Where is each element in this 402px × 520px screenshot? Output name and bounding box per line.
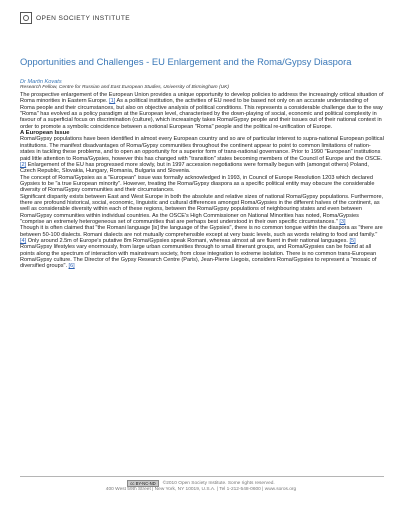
paragraph-text: Significant disparity exists between East and West Europe in both the absolute and relative sizes of national Roma/Gypsy populations. Furthermore, there are profound historical, social, economic, linguistic and cultural differences amongst Roma/Gypsies in the different halves of the continent, as well as considerable diversity within each of these regions, between the Roma/Gypsy populations of neighbouring states and even between Roma/Gypsy communities within individual countries. As the OSCE's High Commissioner on National Minorities has noted, Roma/Gypsies "comprise an extremely heterogeneous set of communities that are perhaps best understood in their own specific circumstances."	[20, 193, 384, 225]
paragraph	[20, 225, 384, 269]
footnote-link[interactable]: [3]	[339, 218, 346, 225]
footer-license	[0, 480, 402, 487]
paragraph-text: Though it is often claimed that "the Romani language [is] the language of the Gypsies", there is no common tongue within the diaspora as "there are between 50-100 dialects. Romani dialects are not mutually comprehensible except at very basic levels, such as words relating to food and family."	[20, 225, 383, 238]
org-name: OPEN SOCIETY INSTITUTE	[36, 14, 131, 22]
paragraph-text: Roma/Gypsy populations have been identified in almost every European country and so are of particular interest to supra-national European political institutions. The manifest disadvantages of Roma/Gypsy communities throughout the continent appear to point to common limitations of nation-states in tackling these problems, and to open an opportunity for a superior form of trans-national governance. Prior to 1990 "European" institutions paid little attention to Roma/Gypsies, however this has changed with "transition" states becoming members of the Council of Europe and the OSCE.	[20, 136, 384, 162]
footer-divider	[20, 476, 384, 477]
footer-address: 400 West 59th Street | New York, NY 10019, U.S.A. | Tel 1-212-548-0600 | www.soros.org	[105, 487, 297, 492]
paragraph-text: The prospective enlargement of the European Union provides a unique opportunity to develop policies to address the increasingly critical situation of Roma minorities in Eastern Europe.	[20, 92, 384, 105]
paragraph	[20, 194, 384, 226]
footnote-link[interactable]: [6]	[68, 263, 75, 270]
author-affiliation: Research Fellow, Centre for Russian and East European Studies, University of Birmingham (UK)	[20, 85, 230, 90]
paragraph	[20, 92, 384, 130]
copyright-text: ©2010 Open Society Institute. Some rights reserved.	[162, 481, 275, 486]
paragraph-text: Roma/Gypsy lifestyles vary enormously, from large urban communities through to small itinerant groups, and Roma/Gypsies can be found at all points along the spectrum of interaction with mainstream society, from close integration to extreme isolation. There is no common trans-European Roma/Gypsy culture. The Director of the Gypsy Research Centre (Paris), Jean-Pierre Liegois, considers Roma/Gypsies to represent a "mosaic of diversified groups".	[20, 244, 377, 270]
paragraph	[20, 136, 384, 174]
paragraph-text: As a political institution, the activities of EU need to be based not only on an accurate understanding of Roma people and their circumstances, but also on objective analysis of political conditions. This represents a considerable challenge due to the way "Roma" has evolved as a policy paradigm at the European level, characterised by the down-playing of social, economic and political complexity in favour of a superficial focus on discrimination (culture), which increasingly takes Roma/Gypsy people and their issues out of their national context in order to promote a symbolic coincidence between a notional European "Roma" people and the political re-unification of Europe.	[20, 98, 383, 130]
cc-license-badge[interactable]: cc BY-NC-ND	[127, 480, 158, 487]
footnote-link[interactable]: [2]	[20, 161, 27, 168]
footnote-link[interactable]: [4]	[20, 237, 27, 244]
footnote-link[interactable]: [1]	[109, 98, 116, 105]
paragraph: The concept of Roma/Gypsies as a "European" issue was formally acknowledged in 1993, in Council of Europe Resolution 1203 which declared Gypsies to be "a true European minority". However, treating the Roma/Gypsy diaspora as a specific political entity may obscure the considerable diversity of Roma/Gypsy communities and their circumstances.	[20, 174, 375, 194]
section-heading: A European Issue	[20, 130, 70, 137]
paragraph-text: Only around 2.5m of Europe's putative 8m Roma/Gypsies speak Romani, whereas almost all are fluent in their national languages.	[26, 237, 348, 244]
article-title: Opportunities and Challenges - EU Enlargement and the Roma/Gypsy Diaspora	[20, 56, 352, 67]
footnote-link[interactable]: [5]	[349, 237, 356, 244]
header	[20, 12, 130, 24]
paragraph-text: Enlargement of the EU has progressed more slowly, but in 1997 accession negotiations were formally begun with (amongst others) Poland, Czech Republic, Slovakia, Hungary, Romania, Bulgaria and Slovenia.	[20, 161, 369, 175]
article-body	[20, 92, 384, 270]
author-name: Dr Martin Kovats	[20, 79, 62, 85]
osi-logo-icon	[20, 12, 32, 24]
